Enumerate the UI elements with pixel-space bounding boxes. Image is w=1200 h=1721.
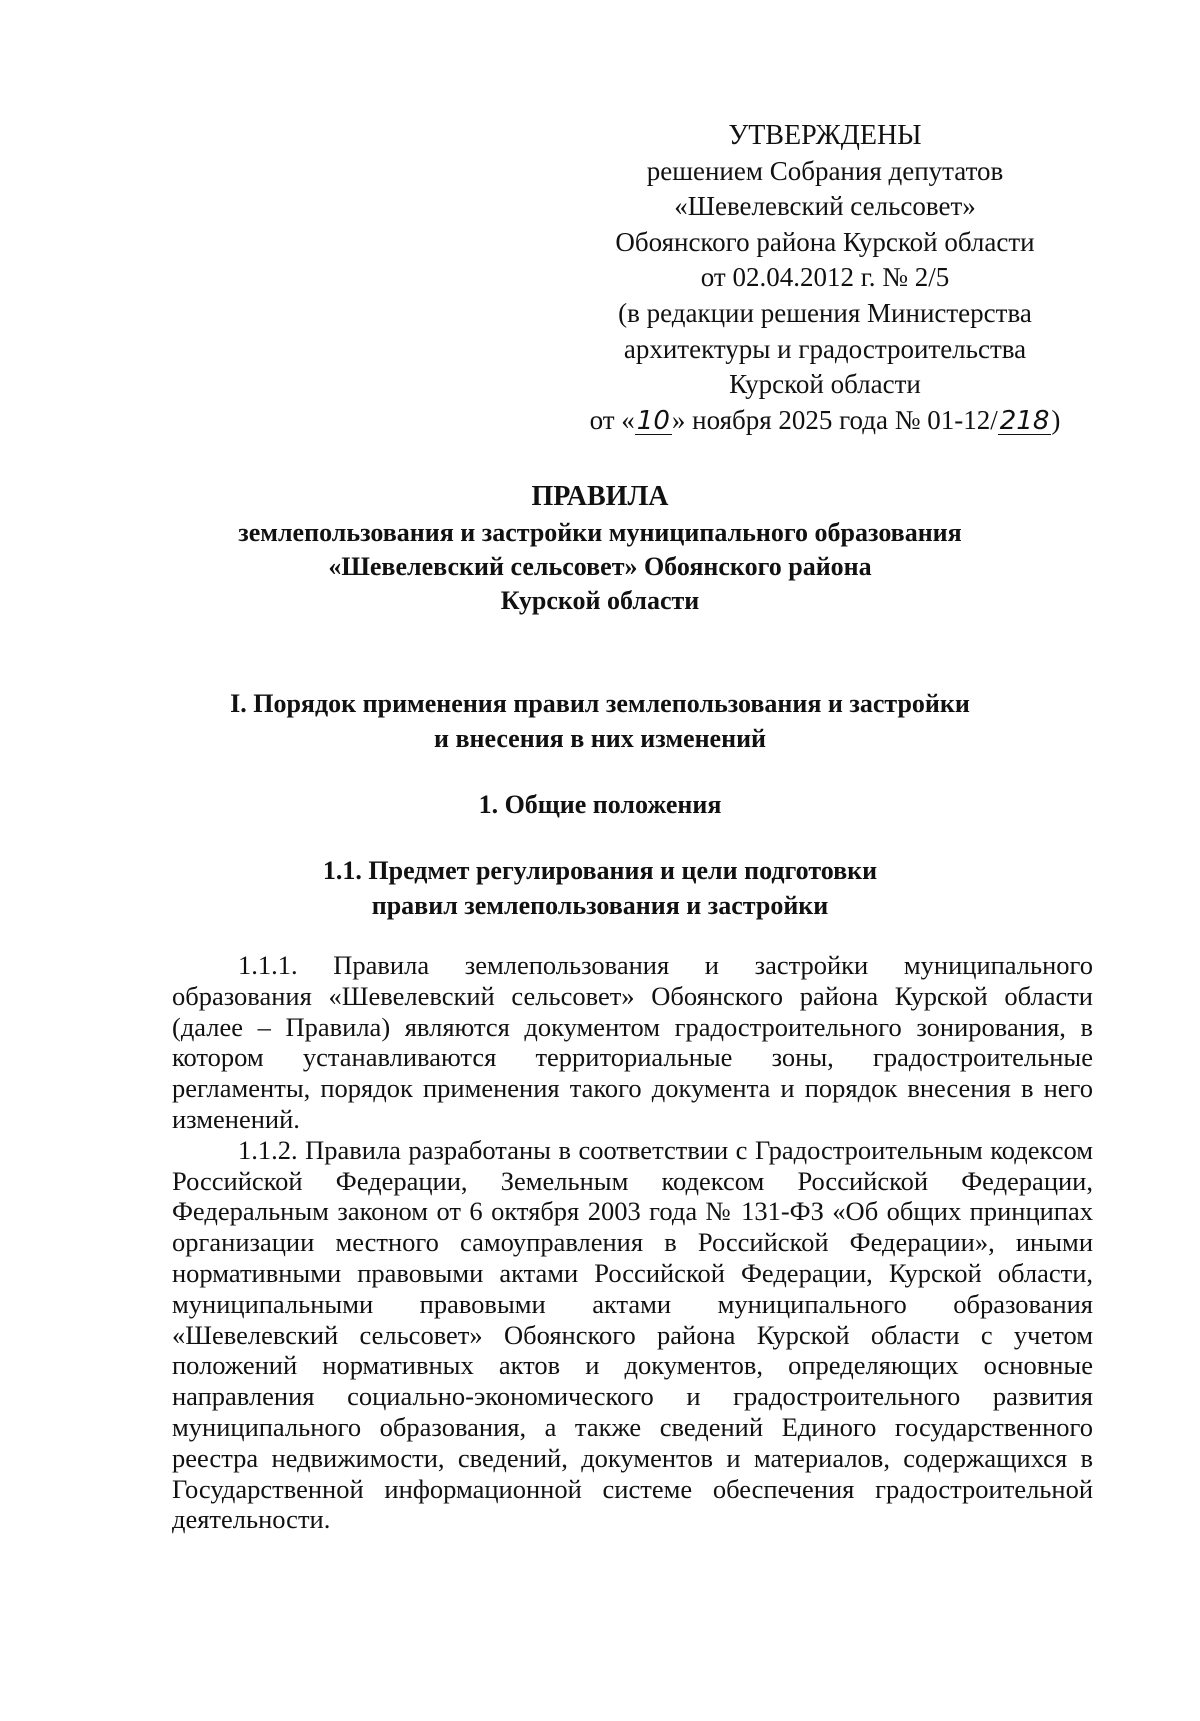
approval-line-3: Обоянского района Курской области [615, 226, 1035, 257]
section-heading [100, 686, 1100, 756]
title-main: ПРАВИЛА [531, 481, 669, 512]
approval-date-prefix: от « [589, 404, 635, 435]
paragraph-1-1-1: 1.1.1. Правила землепользования и застройки муниципального образования «Шевелевский сельсовет» Обоянского района Курской области (далее – Правила) являются документом градостроительного зонирования, в котором устанавливаются территориальные зоны, градостроительные регламенты, порядок применения такого документа и порядок внесения в него изменений. [172, 950, 1093, 1134]
approval-line-6: архитектуры и градостроительства [623, 333, 1027, 364]
section-heading-line-2: и внесения в них изменений [433, 724, 767, 753]
subsection-heading-line-1: 1.1. Предмет регулирования и цели подготовки [322, 856, 878, 885]
approval-line-7: Курской области [729, 369, 921, 400]
approval-date-line [560, 403, 1090, 439]
approval-heading: УТВЕРЖДЕНЫ [728, 120, 922, 151]
title-line-2: «Шевелевский сельсовет» Обоянского района [328, 552, 872, 581]
subsection-heading [100, 853, 1100, 923]
approval-line-5: (в редакции решения Министерства [618, 297, 1032, 328]
document-title [100, 480, 1100, 618]
paragraph-1-1-2: 1.1.2. Правила разработаны в соответствии с Градостроительным кодексом Российской Федерации, Земельным кодексом Российской Федерации, Федеральным законом от 6 октября 2003 года № 131-ФЗ «Об общих принципах организации местного самоуправления в Российской Федерации», иными нормативными правовыми актами Российской Федерации, Курской области, муниципальными правовыми актами муниципального образования «Шевелевский сельсовет» Обоянского района Курской области с учетом положений нормативных актов и документов, определяющих основные направления социально-экономического и градостроительного развития муниципального образования, а также сведений Единого государственного реестра недвижимости, сведений, документов и материалов, содержащихся в Государственной информационной системе обеспечения градостроительной деятельности. [172, 1134, 1093, 1535]
chapter-heading-text: 1. Общие положения [478, 790, 722, 819]
body-text [172, 950, 1093, 1535]
approval-date-middle: » ноября 2025 года № 01-12/ [671, 404, 998, 435]
approval-line-4: от 02.04.2012 г. № 2/5 [700, 262, 950, 293]
subsection-heading-line-2: правил землепользования и застройки [371, 891, 829, 920]
approval-line-2: «Шевелевский сельсовет» [674, 191, 976, 222]
approval-block [560, 118, 1090, 438]
title-line-3: Курской области [500, 586, 700, 615]
title-line-1: землепользования и застройки муниципального образования [238, 518, 962, 547]
handwritten-doc-number: 218 [999, 405, 1050, 436]
chapter-heading [100, 787, 1100, 822]
section-heading-line-1: I. Порядок применения правил землепользования и застройки [230, 689, 970, 718]
handwritten-day: 10 [636, 405, 670, 436]
approval-date-suffix: ) [1051, 404, 1061, 435]
approval-line-1: решением Собрания депутатов [646, 155, 1004, 186]
